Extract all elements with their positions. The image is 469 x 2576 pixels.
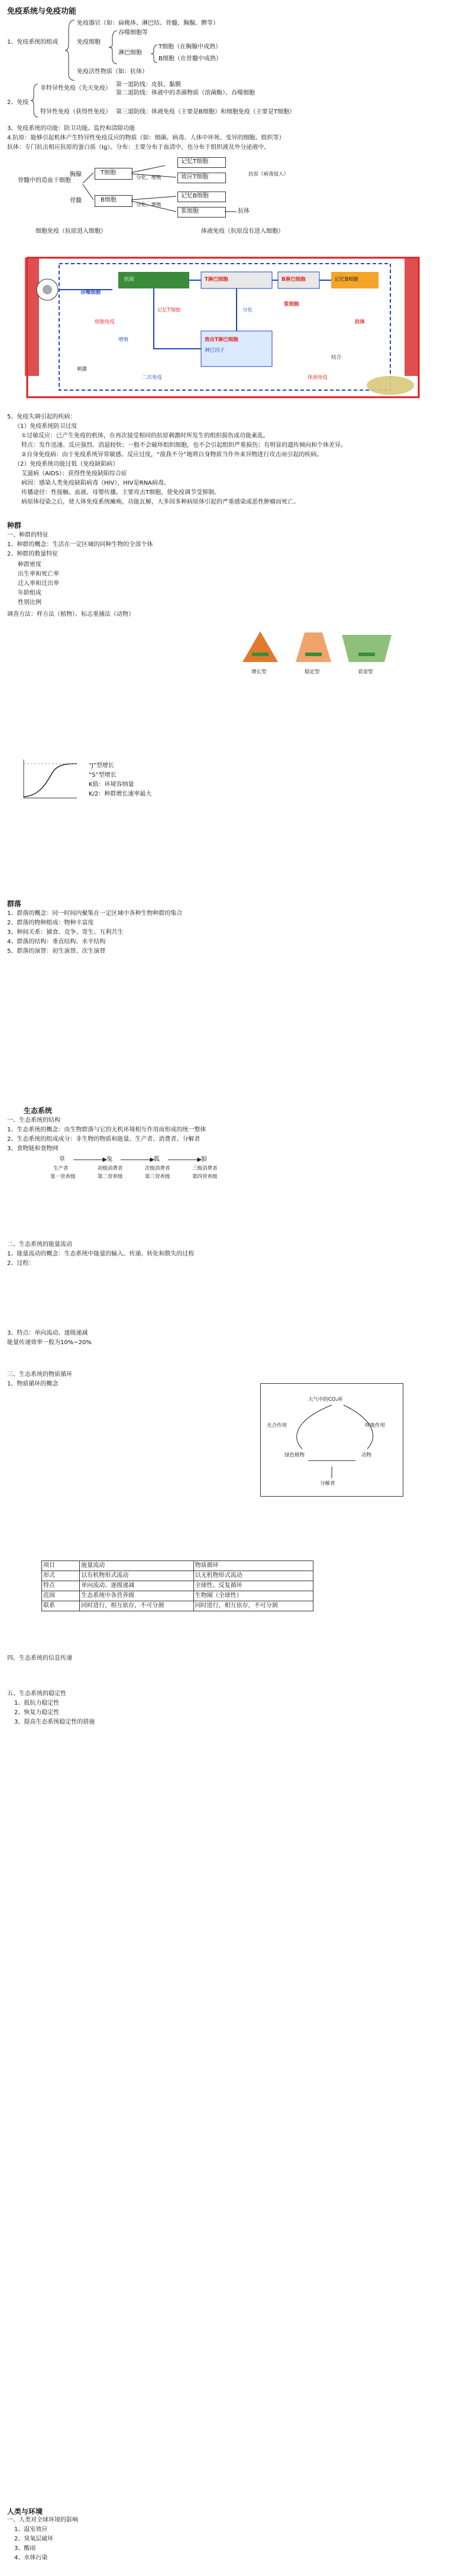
food-chain-1: 兔 bbox=[106, 1156, 112, 1163]
role-1: 初级消费者 bbox=[98, 1166, 123, 1172]
diag2-antibody: 抗体 bbox=[355, 319, 366, 325]
flow1-memory-t: 记忆T细胞 bbox=[181, 158, 209, 165]
role-3: 三级消费者 bbox=[192, 1166, 218, 1172]
sec1-brace2 bbox=[106, 30, 118, 65]
level-2: 第三营养级 bbox=[145, 1174, 170, 1180]
eco-c1: 1、物质循环的概念 bbox=[7, 1381, 59, 1387]
table-cell: 生物圈（全球性） bbox=[195, 1592, 242, 1599]
eco-s2: 2、生态系统的组成成分：非生物的物质和能量、生产者、消费者、分解者 bbox=[7, 1136, 200, 1143]
pop-h1: 一、种群的特征 bbox=[7, 532, 48, 538]
pop-f2: 出生率和死亡率 bbox=[18, 571, 59, 578]
community-heading: 群落 bbox=[7, 900, 22, 908]
diag2-lymphokine: 淋巴因子 bbox=[205, 348, 225, 353]
carbon-resp: 呼吸作用 bbox=[365, 1423, 386, 1429]
food-chain-arrows bbox=[65, 1156, 207, 1164]
flow1-b: B细胞 bbox=[101, 197, 117, 203]
diag2-phago: 吞噬细胞 bbox=[80, 290, 101, 296]
table-row bbox=[41, 1581, 313, 1591]
sec5-b4: 病原体侵染之后，使人体免疫系统瘫痪，功能瓦解，大多因多种病原体引起的严重感染或恶性肿瘤而死亡。 bbox=[21, 499, 299, 505]
sec1-active: 免疫活性物质（如：抗体） bbox=[77, 69, 148, 75]
pop-method: 调查方法：样方法（植物）、标志重捕法（动物） bbox=[7, 611, 134, 618]
pop-f1: 种群密度 bbox=[18, 562, 41, 568]
sec1-brace3 bbox=[149, 44, 159, 64]
table-cell: 以有机物形式流动 bbox=[80, 1571, 193, 1581]
sec1-b-cell: B细胞（在骨髓中成熟） bbox=[159, 56, 222, 62]
table-cell: 形式 bbox=[42, 1571, 80, 1581]
flow1-antigen: 抗原（病毒侵入） bbox=[248, 171, 289, 177]
eco-s1: 1、生态系统的概念：由生物群落与它的无机环境相互作用而形成的统一整体 bbox=[7, 1127, 206, 1133]
table-row bbox=[41, 1591, 313, 1601]
env-e3: 2、臭氧层破坏 bbox=[14, 2536, 54, 2542]
table-cell: 范围 bbox=[42, 1591, 80, 1601]
table-head-2: 物质循环 bbox=[195, 1562, 219, 1569]
pop-def: 1、种群的概念：生活在一定区域的同种生物的全部个体 bbox=[7, 541, 153, 548]
eco-e3: 3、特点：单向流动、逐级递减 bbox=[7, 1330, 88, 1336]
flow1-t: T细胞 bbox=[101, 170, 117, 176]
sec2-label: 2、免疫 bbox=[7, 99, 29, 106]
eco-h1: 一、生态系统的结构 bbox=[7, 1117, 60, 1124]
flow1-bone2: 骨髓 bbox=[70, 197, 82, 204]
diag2-t-cell: T淋巴细胞 bbox=[205, 277, 228, 283]
level-3: 第四营养级 bbox=[192, 1174, 218, 1180]
pyramid-decline bbox=[342, 635, 392, 662]
diag2-differentiate: 分化 bbox=[242, 307, 253, 313]
carbon-atm: 大气中的CO₂库 bbox=[308, 1397, 343, 1403]
table-cell: 同时进行，相互依存，不可分割 bbox=[195, 1602, 278, 1609]
sec5-label: 5、免疫失调引起的疾病： bbox=[7, 414, 76, 420]
sec2-line1: 第一道防线：皮肤、黏膜 bbox=[116, 82, 181, 88]
table-head-row bbox=[41, 1560, 313, 1571]
diag2-combine: 结合 bbox=[331, 355, 342, 361]
stab-h: 五、生态系统的稳定性 bbox=[7, 1691, 66, 1697]
stab-2: 2、恢复力稳定性 bbox=[14, 1709, 60, 1716]
comm2: 2、群落的物种组成：物种丰富度 bbox=[7, 920, 94, 926]
env-e4: 3、酸雨 bbox=[14, 2545, 36, 2552]
env-e2: 1、温室效应 bbox=[14, 2526, 48, 2533]
sec2-brace bbox=[30, 83, 39, 118]
table-cell: 特点 bbox=[42, 1581, 80, 1591]
eco-heading: 生态系统 bbox=[24, 1107, 53, 1115]
sec2-specific: 特异性免疫（获得性免疫） bbox=[40, 109, 111, 115]
flow1-cell-imm: 细胞免疫（抗原进入细胞） bbox=[35, 228, 106, 235]
eco-e4: 能量传递效率一般为10%~20% bbox=[7, 1339, 92, 1346]
pop-j: “J”型增长 bbox=[89, 763, 114, 769]
pop-heading: 种群 bbox=[7, 521, 22, 530]
pyr-label-growth: 增长型 bbox=[251, 669, 267, 675]
pyramid-growth bbox=[242, 631, 278, 662]
table-cell: 以无机物形式流动 bbox=[195, 1572, 242, 1579]
table-cell: 单向流动、逐级递减 bbox=[80, 1581, 193, 1591]
eco-h4: 四、生态系统的信息传递 bbox=[7, 1655, 72, 1662]
env-heading: 人类与环境 bbox=[7, 2507, 43, 2516]
sec5-b3: 传播途径：性接触、血液、母婴传播。主要攻击T细胞，使免疫调节受抑制。 bbox=[21, 489, 221, 496]
sec5-a: （1）免疫系统防卫过度 bbox=[14, 423, 77, 430]
carbon-cycle bbox=[260, 1383, 403, 1497]
sec1-t-cell: T细胞（在胸腺中成熟） bbox=[159, 44, 222, 50]
role-0: 生产者 bbox=[53, 1166, 69, 1172]
sec2-nonspecific: 非特异性免疫（先天免疫） bbox=[40, 85, 111, 92]
pop-f5: 性别比例 bbox=[18, 599, 41, 606]
diag2-pathogen: 抗原 bbox=[124, 277, 135, 283]
flow1-humoral: 体液免疫（抗原没有进入细胞） bbox=[201, 228, 284, 235]
doc-title: 免疫系统与免疫功能 bbox=[7, 7, 77, 16]
sec1-lympho: 淋巴细胞 bbox=[118, 50, 142, 56]
table-row bbox=[41, 1601, 313, 1611]
eco-e1: 1、能量流动的概念：生态系统中能量的输入、传递、转化和散失的过程 bbox=[7, 1251, 195, 1257]
eco-e2: 2、过程： bbox=[7, 1260, 35, 1267]
comm5: 5、群落的演替：初生演替、次生演替 bbox=[7, 948, 106, 955]
pyramid-stable bbox=[296, 632, 331, 662]
pop-feat: 2、种群的数量特征 bbox=[7, 551, 59, 557]
table-row bbox=[41, 1571, 313, 1581]
sec2-note1: 3、免疫系统的功能：防卫功能、监控和清除功能 bbox=[7, 125, 135, 132]
diag2-b-cell: B淋巴细胞 bbox=[282, 277, 306, 283]
table-head-0: 项目 bbox=[42, 1561, 80, 1571]
carbon-plant: 绿色植物 bbox=[284, 1452, 305, 1458]
pop-k2: K/2：种群增长速率最大 bbox=[89, 791, 152, 797]
diag2-svg bbox=[24, 248, 426, 402]
flow1-memory-b: 记忆B细胞 bbox=[181, 193, 209, 199]
eco-h2: 二、生态系统的能量流动 bbox=[7, 1241, 72, 1248]
sec5-a3: ②自身免疫病：由于免疫系统异常敏感、反应过度，“敌我不分”地将自身物质当作外来异物进行攻击而引起的疾病。 bbox=[21, 452, 323, 458]
stab-1: 1、抵抗力稳定性 bbox=[14, 1700, 60, 1706]
sec1-organs: 免疫器官（如：扁桃体、淋巴结、骨髓、胸腺、脾等） bbox=[77, 20, 219, 27]
sec5-b2: 病因：感染人类免疫缺陷病毒（HIV），HIV是RNA病毒。 bbox=[21, 480, 170, 486]
table-head-1: 能量流动 bbox=[80, 1561, 193, 1571]
diag2-stim: 刺激 bbox=[77, 366, 88, 372]
age-pyramids bbox=[237, 627, 402, 668]
table-cell: 同时进行，相互依存，不可分割 bbox=[80, 1601, 193, 1611]
sec2-note3: 抗体：专门抗击相应抗原的蛋白质（Ig）。分布：主要分布于血清中，也分布于组织液及外分泌液中。 bbox=[7, 144, 270, 151]
flow1-label-b: 分化、增殖 bbox=[136, 202, 161, 208]
flow1-effector-t: 效应T细胞 bbox=[181, 174, 209, 180]
flow1-plasma: 浆细胞 bbox=[181, 208, 199, 215]
comparison-table bbox=[41, 1560, 313, 1611]
flow1-thymus: 胸腺 bbox=[70, 171, 82, 178]
sec1-label: 1、免疫系统的组成 bbox=[7, 39, 59, 46]
stab-3: 3、提高生态系统稳定性的措施 bbox=[14, 1719, 95, 1725]
carbon-decomp: 分解者 bbox=[320, 1481, 335, 1487]
diag2-cell-imm: 细胞免疫 bbox=[95, 319, 115, 325]
diag2 bbox=[24, 248, 426, 402]
role-2: 次级消费者 bbox=[145, 1166, 170, 1172]
food-chain-3: 狼 bbox=[201, 1156, 207, 1163]
comm4: 4、群落的结构：垂直结构、水平结构 bbox=[7, 939, 106, 945]
sec1-cells: 免疫细胞 bbox=[77, 39, 101, 46]
sec2-line3: 第三道防线：体液免疫（主要是B细胞）和细胞免疫（主要是T细胞） bbox=[116, 109, 295, 115]
food-chain-0: 草 bbox=[59, 1156, 65, 1163]
diag2-memory-b: 记忆B细胞 bbox=[335, 277, 358, 283]
food-chain-2: 狐 bbox=[154, 1156, 160, 1163]
sec5-a1: ①过敏反应：已产生免疫的机体，在再次接受相同的抗原刺激时所发生的组织损伤或功能紊乱。 bbox=[21, 433, 269, 439]
sec5-b: （2）免疫系统功能过低（免疫缺陷病） bbox=[14, 461, 119, 468]
carbon-photo: 光合作用 bbox=[267, 1423, 287, 1429]
comm1: 1、群落的概念：同一时间内聚集在一定区域中各种生物种群的集合 bbox=[7, 910, 183, 917]
pyr-label-stable: 稳定型 bbox=[305, 669, 320, 675]
flow1-arrows bbox=[59, 166, 248, 225]
sec1-brace bbox=[64, 18, 76, 83]
sec5-b1: 艾滋病（AIDS）：获得性免疫缺陷综合症 bbox=[21, 471, 127, 477]
table-cell: 全球性、反复循环 bbox=[195, 1582, 242, 1589]
eco-s3: 3、食物链和食物网 bbox=[7, 1146, 59, 1152]
comm3: 3、种间关系：捕食、竞争、寄生、互利共生 bbox=[7, 929, 124, 936]
diag2-effector-t: 效应T淋巴细胞 bbox=[205, 337, 238, 343]
flow1-ab: 抗体 bbox=[238, 208, 250, 215]
diag2-humoral: 体液免疫 bbox=[308, 375, 328, 381]
flow1-label-a: 分化、增殖 bbox=[136, 175, 161, 181]
env-e1: 一、人类对全球环境的影响 bbox=[7, 2517, 78, 2523]
diag2-proliferate: 增殖 bbox=[118, 337, 129, 343]
diag2-sec-resp: 二次免疫 bbox=[142, 375, 163, 381]
table-cell: 生态系统中各营养级 bbox=[80, 1591, 193, 1601]
growth-curve bbox=[18, 757, 83, 804]
diag2-plasma: 浆细胞 bbox=[284, 301, 299, 307]
eco-h3: 三、生态系统的物质循环 bbox=[7, 1371, 72, 1378]
sec5-a2: 特点：发作迅速、反应强烈、消退较快；一般不会破坏组织细胞，也不会引起组织严重损伤；有明显的遗传倾向和个体差异。 bbox=[21, 442, 347, 449]
carbon-animal: 动物 bbox=[361, 1452, 372, 1458]
sec1-phago: 吞噬细胞等 bbox=[118, 30, 148, 36]
pop-f3: 迁入率和迁出率 bbox=[18, 580, 59, 587]
pop-s: “S”型增长 bbox=[89, 772, 117, 778]
pop-f4: 年龄组成 bbox=[18, 590, 41, 596]
level-0: 第一营养级 bbox=[50, 1174, 76, 1180]
pyr-label-decline: 衰退型 bbox=[358, 669, 373, 675]
env-e5: 4、水体污染 bbox=[14, 2555, 48, 2561]
flow1-bone: 骨髓中的造血干细胞 bbox=[18, 177, 71, 184]
diag2-memory-t: 记忆T细胞 bbox=[157, 307, 181, 313]
sec2-note2: 4.抗原：能够引起机体产生特异性免疫反应的物质（如：细菌、病毒、人体中坏死、变异的细胞、组织等） bbox=[7, 135, 285, 141]
pop-k: K值：环境容纳量 bbox=[89, 781, 134, 788]
table-cell: 联系 bbox=[42, 1601, 80, 1611]
sec2-line2: 第二道防线：体液中的杀菌物质（溶菌酶）、吞噬细胞 bbox=[116, 90, 255, 96]
level-1: 第二营养级 bbox=[98, 1174, 123, 1180]
